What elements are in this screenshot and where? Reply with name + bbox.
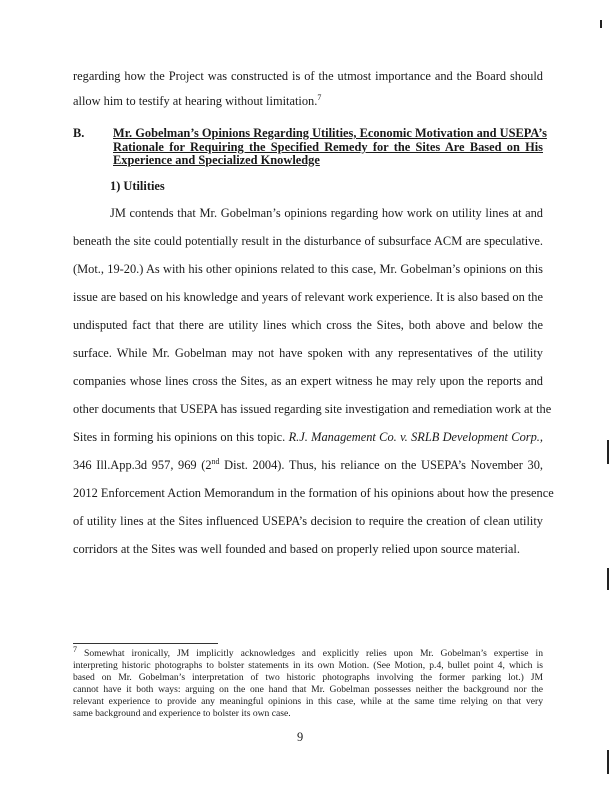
footnote-reference: 7 xyxy=(317,92,322,102)
paragraph-line: undisputed fact that there are utility lines which cross the Sites, both above and below the xyxy=(73,318,543,332)
body-line: allow him to testify at hearing without limitation.$^7$ xyxy=(73,92,322,108)
paragraph-line: JM contends that Mr. Gobelman’s opinions regarding how work on utility lines at and xyxy=(110,206,543,220)
footnote-line: relevant experience to provide any meaningful opinions in this case, while at the same time relying on that very xyxy=(73,696,543,707)
paragraph-line: corridors at the Sites was well founded and based on properly relied upon source material. xyxy=(73,542,520,556)
paragraph-line: Sites in forming his opinions on this topic. R.J. Management Co. v. SRLB Development Corp., xyxy=(73,430,543,444)
paragraph-line: 346 Ill.App.3d 957, 969 (2nd Dist. 2004). Thus, his reliance on the USEPA’s November 30, xyxy=(73,456,543,472)
section-title-line: Rationale for Requiring the Specified Remedy for the Sites Are Based on His xyxy=(113,140,543,154)
paragraph-line: beneath the site could potentially result in the disturbance of subsurface ACM are speculative. xyxy=(73,234,543,248)
section-title-line: Mr. Gobelman’s Opinions Regarding Utilities, Economic Motivation and USEPA’s xyxy=(113,126,547,140)
subsection-heading: 1) Utilities xyxy=(110,179,165,193)
paragraph-line: (Mot., 19-20.) As with his other opinions related to this case, Mr. Gobelman’s opinions on this xyxy=(73,262,543,276)
footnote-line: $^7$ Somewhat ironically, JM implicitly acknowledges and explicitly relies upon Mr. Gobelman’s expertise in xyxy=(73,644,543,659)
footnote-line: based on Mr. Gobelman’s interpretation of two historic photographs involving the former parking lot.) JM xyxy=(73,672,543,683)
footnote-line: cannot have it both ways: arguing on the one hand that Mr. Gobelman possesses neither the background nor the xyxy=(73,684,543,695)
scan-artifact-mark xyxy=(607,750,609,774)
paragraph-line: issue are based on his knowledge and years of relevant work experience. It is also based on the xyxy=(73,290,543,304)
footnote-line: same background and experience to bolster its own case. xyxy=(73,708,291,719)
paragraph-line: other documents that USEPA has issued regarding site investigation and remediation work at the xyxy=(73,402,552,416)
paragraph-line: surface. While Mr. Gobelman may not have spoken with any representatives of the utility xyxy=(73,346,543,360)
footnote-separator xyxy=(73,643,218,644)
paragraph-line: of utility lines at the Sites influenced USEPA’s decision to require the creation of clean utility xyxy=(73,514,543,528)
case-citation: R.J. Management Co. v. SRLB Development Corp., xyxy=(288,430,543,444)
footnote-line: interpreting historic photographs to bolster statements in its own Motion. (See Motion, p.4, bullet point 4, which is xyxy=(73,660,543,671)
footnote-marker: 7 xyxy=(73,644,77,654)
section-title-line: Experience and Specialized Knowledge xyxy=(113,153,320,167)
paragraph-line: 2012 Enforcement Action Memorandum in the formation of his opinions about how the presence xyxy=(73,486,554,500)
page-number: 9 xyxy=(297,730,304,744)
scan-artifact-mark xyxy=(607,568,609,590)
section-letter: B. xyxy=(73,126,85,140)
body-line: regarding how the Project was constructed is of the utmost importance and the Board should xyxy=(73,69,543,83)
paragraph-line: companies whose lines cross the Sites, as an expert witness he may rely upon the reports and xyxy=(73,374,543,388)
scan-artifact-mark xyxy=(600,20,602,28)
scan-artifact-mark xyxy=(607,440,609,464)
